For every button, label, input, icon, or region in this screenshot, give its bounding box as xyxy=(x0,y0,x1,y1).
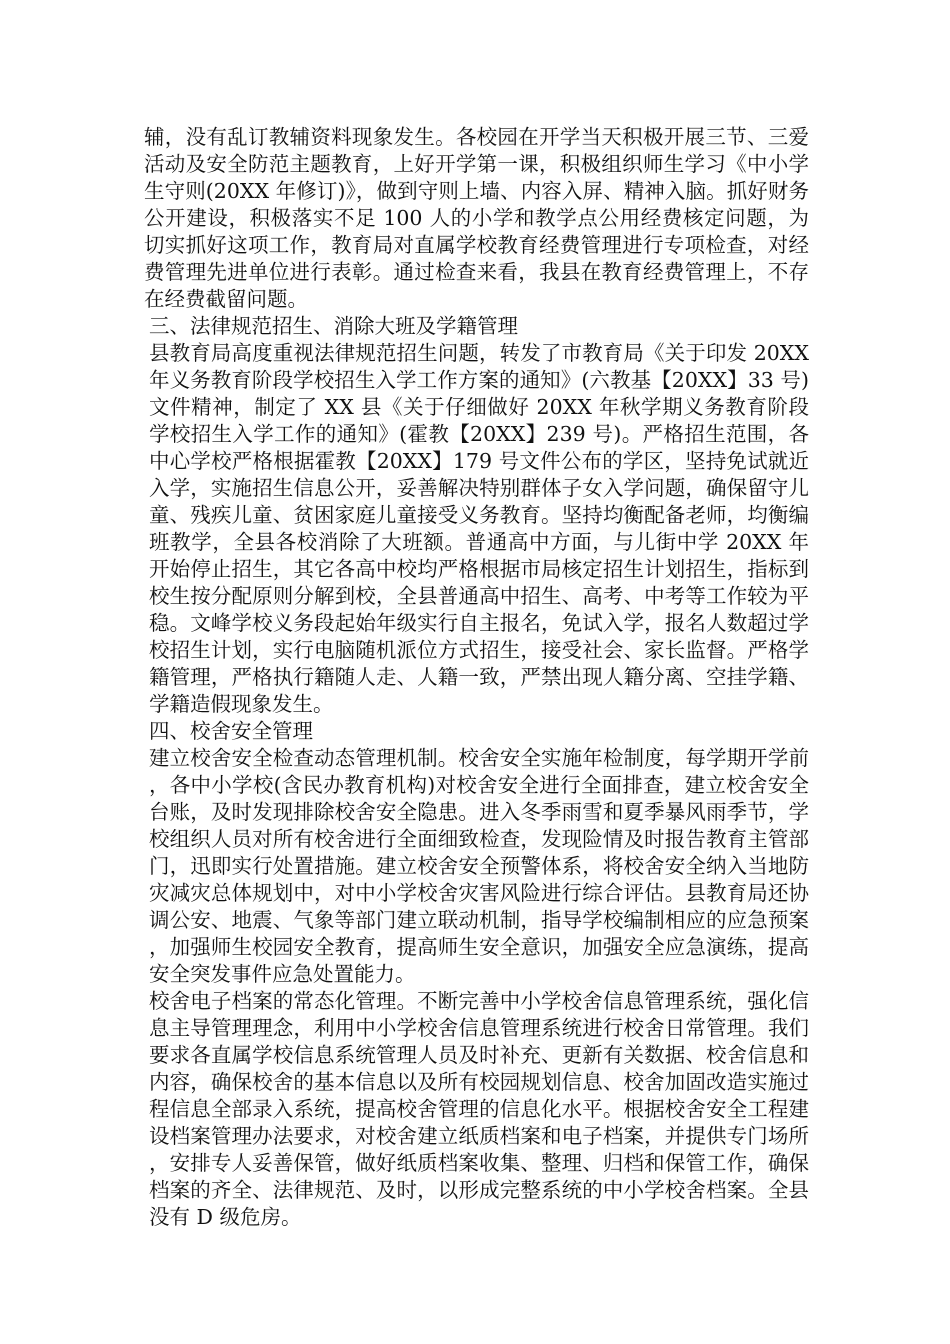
paragraph-enrollment-policy: 县教育局高度重视法律规范招生问题，转发了市教育局《关于印发 20XX 年义务教育阶段学校招生入学工作方案的通知》(六教基【20XX】33 号)文件精神，制定了 XX 县《关于仔细做好 20XX 年秋学期义务教育阶段学校招生入学工作的通知》(霍教【20XX】239 号)。严格招生范围，各中心学校严格根据霍教【20XX】179 号文件公布的学区，坚持免试就近入学，实施招生信息公开，妥善解决特别群体子女入学问题，确保留守儿童、残疾儿童、贫困家庭儿童接受义务教育。坚持均衡配备老师，均衡编班教学，全县各校消除了大班额。普通高中方面，与儿街中学 20XX 年开始停止招生，其它各高中校均严格根据市局核定招生计划招生，指标到校生按分配原则分解到校，全县普通高中招生、高考、中考等工作较为平稳。文峰学校义务段起始年级实行自主报名，免试入学，报名人数超过学校招生计划，实行电脑随机派位方式招生，接受社会、家长监督。严格学籍管理，严格执行籍随人走、人籍一致，严禁出现人籍分离、空挂学籍、学籍造假现象发生。 xyxy=(149,341,816,716)
paragraph-school-supplies-and-funds: 辅，没有乱订教辅资料现象发生。各校园在开学当天积极开展三节、三爱活动及安全防范主题教育，上好开学第一课，积极组织师生学习《中小学生守则(20XX 年修订)》，做到守则上墙、内容入屏、精神入脑。抓好财务公开建设，积极落实不足 100 人的小学和教学点公用经费核定问题，为切实抓好这项工作，教育局对直属学校教育经费管理进行专项检查，对经费管理先进单位进行表彰。通过检查来看，我县在教育经费管理上，不存在经费截留问题。 xyxy=(144,125,809,311)
paragraph-building-inspection: 建立校舍安全检查动态管理机制。校舍安全实施年检制度，每学期开学前，各中小学校(含民办教育机构)对校舍安全进行全面排查，建立校舍安全台账，及时发现排除校舍安全隐患。进入冬季雨雪和夏季暴风雨季节，学校组织人员对所有校舍进行全面细致检查，发现险情及时报告教育主管部门，迅即实行处置措施。建立校舍安全预警体系，将校舍安全纳入当地防灾减灾总体规划中，对中小学校舍灾害风险进行综合评估。县教育局还协调公安、地震、气象等部门建立联动机制，指导学校编制相应的应急预案，加强师生校园安全教育，提高师生安全意识，加强安全应急演练，提高安全突发事件应急处置能力。 xyxy=(149,746,809,986)
document-page xyxy=(144,124,816,1231)
paragraph-electronic-archives: 校舍电子档案的常态化管理。不断完善中小学校舍信息管理系统，强化信息主导管理理念，利用中小学校舍信息管理系统进行校舍日常管理。我们要求各直属学校信息系统管理人员及时补充、更新有关数据、校舍信息和内容，确保校舍的基本信息以及所有校园规划信息、校舍加固改造实施过程信息全部录入系统，提高校舍管理的信息化水平。根据校舍安全工程建设档案管理办法要求，对校舍建立纸质档案和电子档案，并提供专门场所，安排专人妥善保管，做好纸质档案收集、整理、归档和保管工作，确保档案的齐全、法律规范、及时，以形成完整系统的中小学校舍档案。全县没有 D 级危房。 xyxy=(149,989,809,1229)
section-heading-building-safety: 四、校舍安全管理 xyxy=(149,719,313,743)
section-heading-enrollment: 三、法律规范招生、消除大班及学籍管理 xyxy=(149,314,518,338)
